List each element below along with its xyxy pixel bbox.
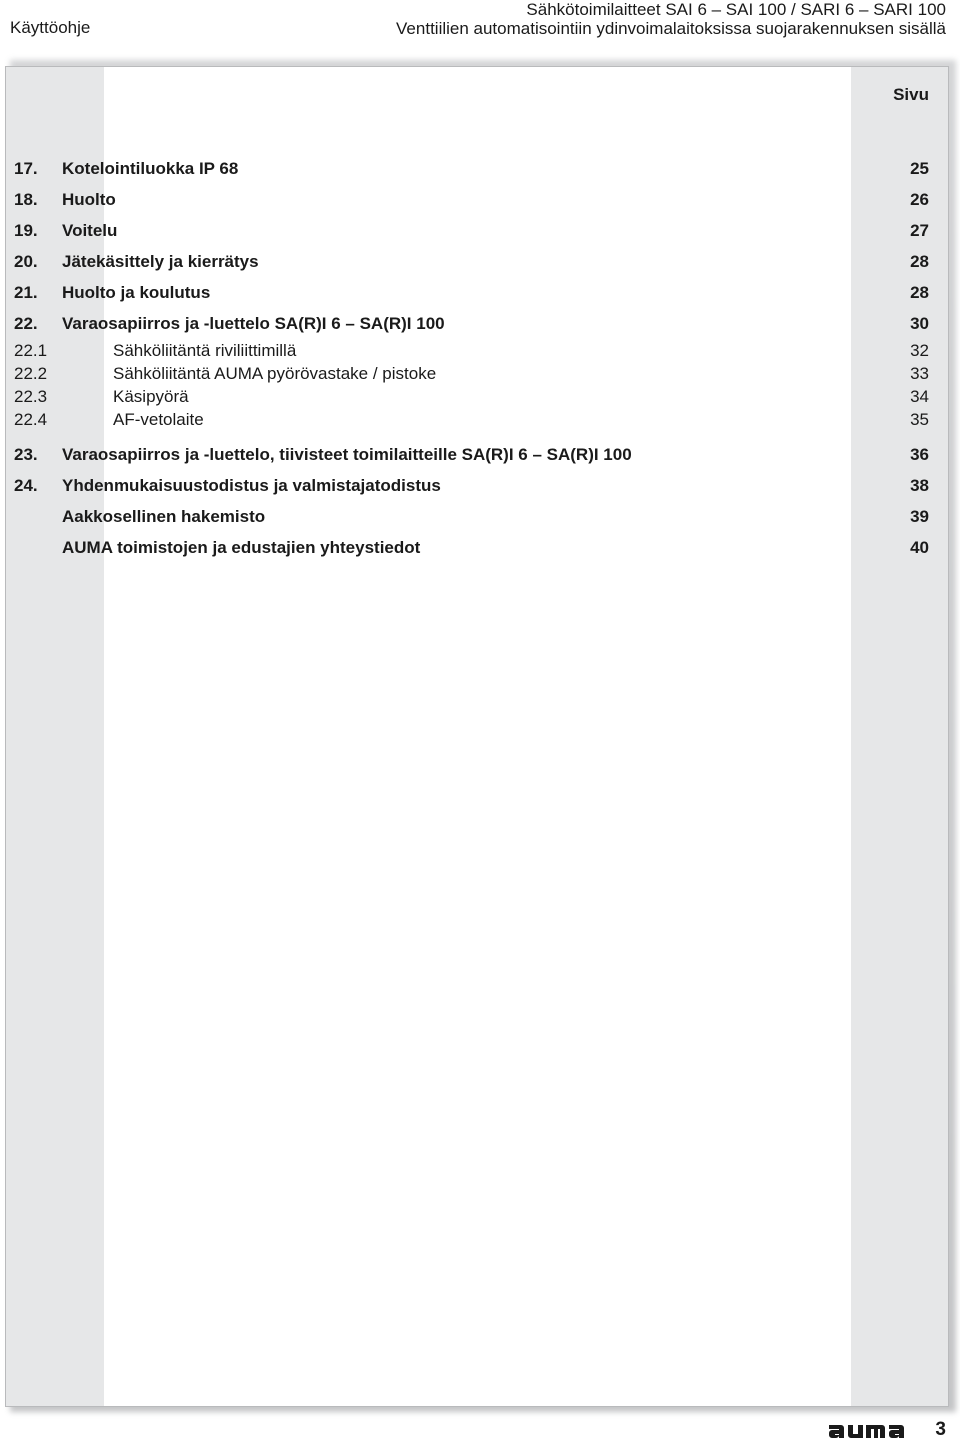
toc-entry[interactable]: [14, 277, 929, 308]
toc-entry-title: Jätekäsittely ja kierrätys: [62, 252, 259, 271]
toc-entry-title: Yhdenmukaisuustodistus ja valmistajatodistus: [62, 476, 441, 495]
toc-entry[interactable]: [14, 215, 929, 246]
toc-entry-number: 18.: [14, 190, 38, 209]
toc-entry-page: 40: [910, 538, 929, 557]
toc-entry-title: Varaosapiirros ja -luettelo SA(R)I 6 – SA(R)I 100: [62, 314, 445, 333]
toc-subentry[interactable]: [14, 385, 929, 408]
toc-entry-title: AF-vetolaite: [113, 410, 204, 429]
toc-entry[interactable]: [14, 246, 929, 277]
toc-entry-title: Huolto: [62, 190, 116, 209]
toc-entry-number: 22.2: [14, 364, 48, 383]
page-column-heading: Sivu: [893, 85, 929, 104]
toc-entry-page: 28: [910, 283, 929, 302]
toc-entry-page: 39: [910, 507, 929, 526]
toc-entry[interactable]: [14, 439, 929, 470]
application-line: Venttiilien automatisointiin ydinvoimalaitoksissa suojarakennuksen sisällä: [396, 19, 946, 38]
toc-entry-number: 24.: [14, 476, 38, 495]
toc-entry[interactable]: [14, 532, 929, 563]
toc-entry-number: 22.4: [14, 410, 48, 429]
toc-entry-page: 38: [910, 476, 929, 495]
toc-entry-page: 36: [910, 445, 929, 464]
table-of-contents: [14, 153, 929, 563]
toc-subentry[interactable]: [14, 339, 929, 362]
toc-entry-page: 25: [910, 159, 929, 178]
toc-entry[interactable]: [14, 308, 929, 339]
toc-entry-title: Sähköliitäntä AUMA pyörövastake / pistoke: [113, 364, 437, 383]
toc-panel: [5, 66, 949, 1407]
toc-entry-title: Käsipyörä: [113, 387, 189, 406]
toc-entry-page: 28: [910, 252, 929, 271]
page-footer: [827, 1419, 946, 1441]
toc-entry-page: 34: [910, 387, 929, 406]
toc-entry-page: 33: [910, 364, 929, 383]
toc-entry[interactable]: [14, 470, 929, 501]
toc-entry-number: 22.3: [14, 387, 48, 406]
toc-entry-page: 32: [910, 341, 929, 360]
toc-entry[interactable]: [14, 184, 929, 215]
toc-entry-title: Huolto ja koulutus: [62, 283, 211, 302]
toc-entry-title: Voitelu: [62, 221, 118, 240]
toc-entry-title: Aakkosellinen hakemisto: [62, 507, 266, 526]
toc-entry-title: Sähköliitäntä riviliittimillä: [113, 341, 297, 360]
toc-entry[interactable]: [14, 153, 929, 184]
toc-entry-number: 20.: [14, 252, 38, 271]
toc-entry-page: 30: [910, 314, 929, 333]
toc-entry-title: Kotelointiluokka IP 68: [62, 159, 239, 178]
toc-subentry[interactable]: [14, 408, 929, 431]
toc-entry-number: 21.: [14, 283, 38, 302]
toc-entry[interactable]: [14, 501, 929, 532]
document-subtitle: [396, 0, 946, 38]
toc-entry-page: 35: [910, 410, 929, 429]
toc-entry-number: 17.: [14, 159, 38, 178]
toc-entry-page: 27: [910, 221, 929, 240]
auma-logo: [827, 1420, 913, 1440]
toc-entry-title: AUMA toimistojen ja edustajien yhteystiedot: [62, 538, 421, 557]
toc-entry-number: 19.: [14, 221, 38, 240]
toc-entry-title: Varaosapiirros ja -luettelo, tiivisteet toimilaitteille SA(R)I 6 – SA(R)I 100: [62, 445, 632, 464]
toc-entry-number: 23.: [14, 445, 38, 464]
toc-entry-page: 26: [910, 190, 929, 209]
page-number: 3: [935, 1419, 946, 1440]
toc-entry-number: 22.: [14, 314, 38, 333]
product-line: Sähkötoimilaitteet SAI 6 – SAI 100 / SARI 6 – SARI 100: [526, 0, 946, 19]
document-type: Käyttöohje: [10, 18, 91, 37]
toc-subentry[interactable]: [14, 362, 929, 385]
toc-entry-number: 22.1: [14, 341, 48, 360]
